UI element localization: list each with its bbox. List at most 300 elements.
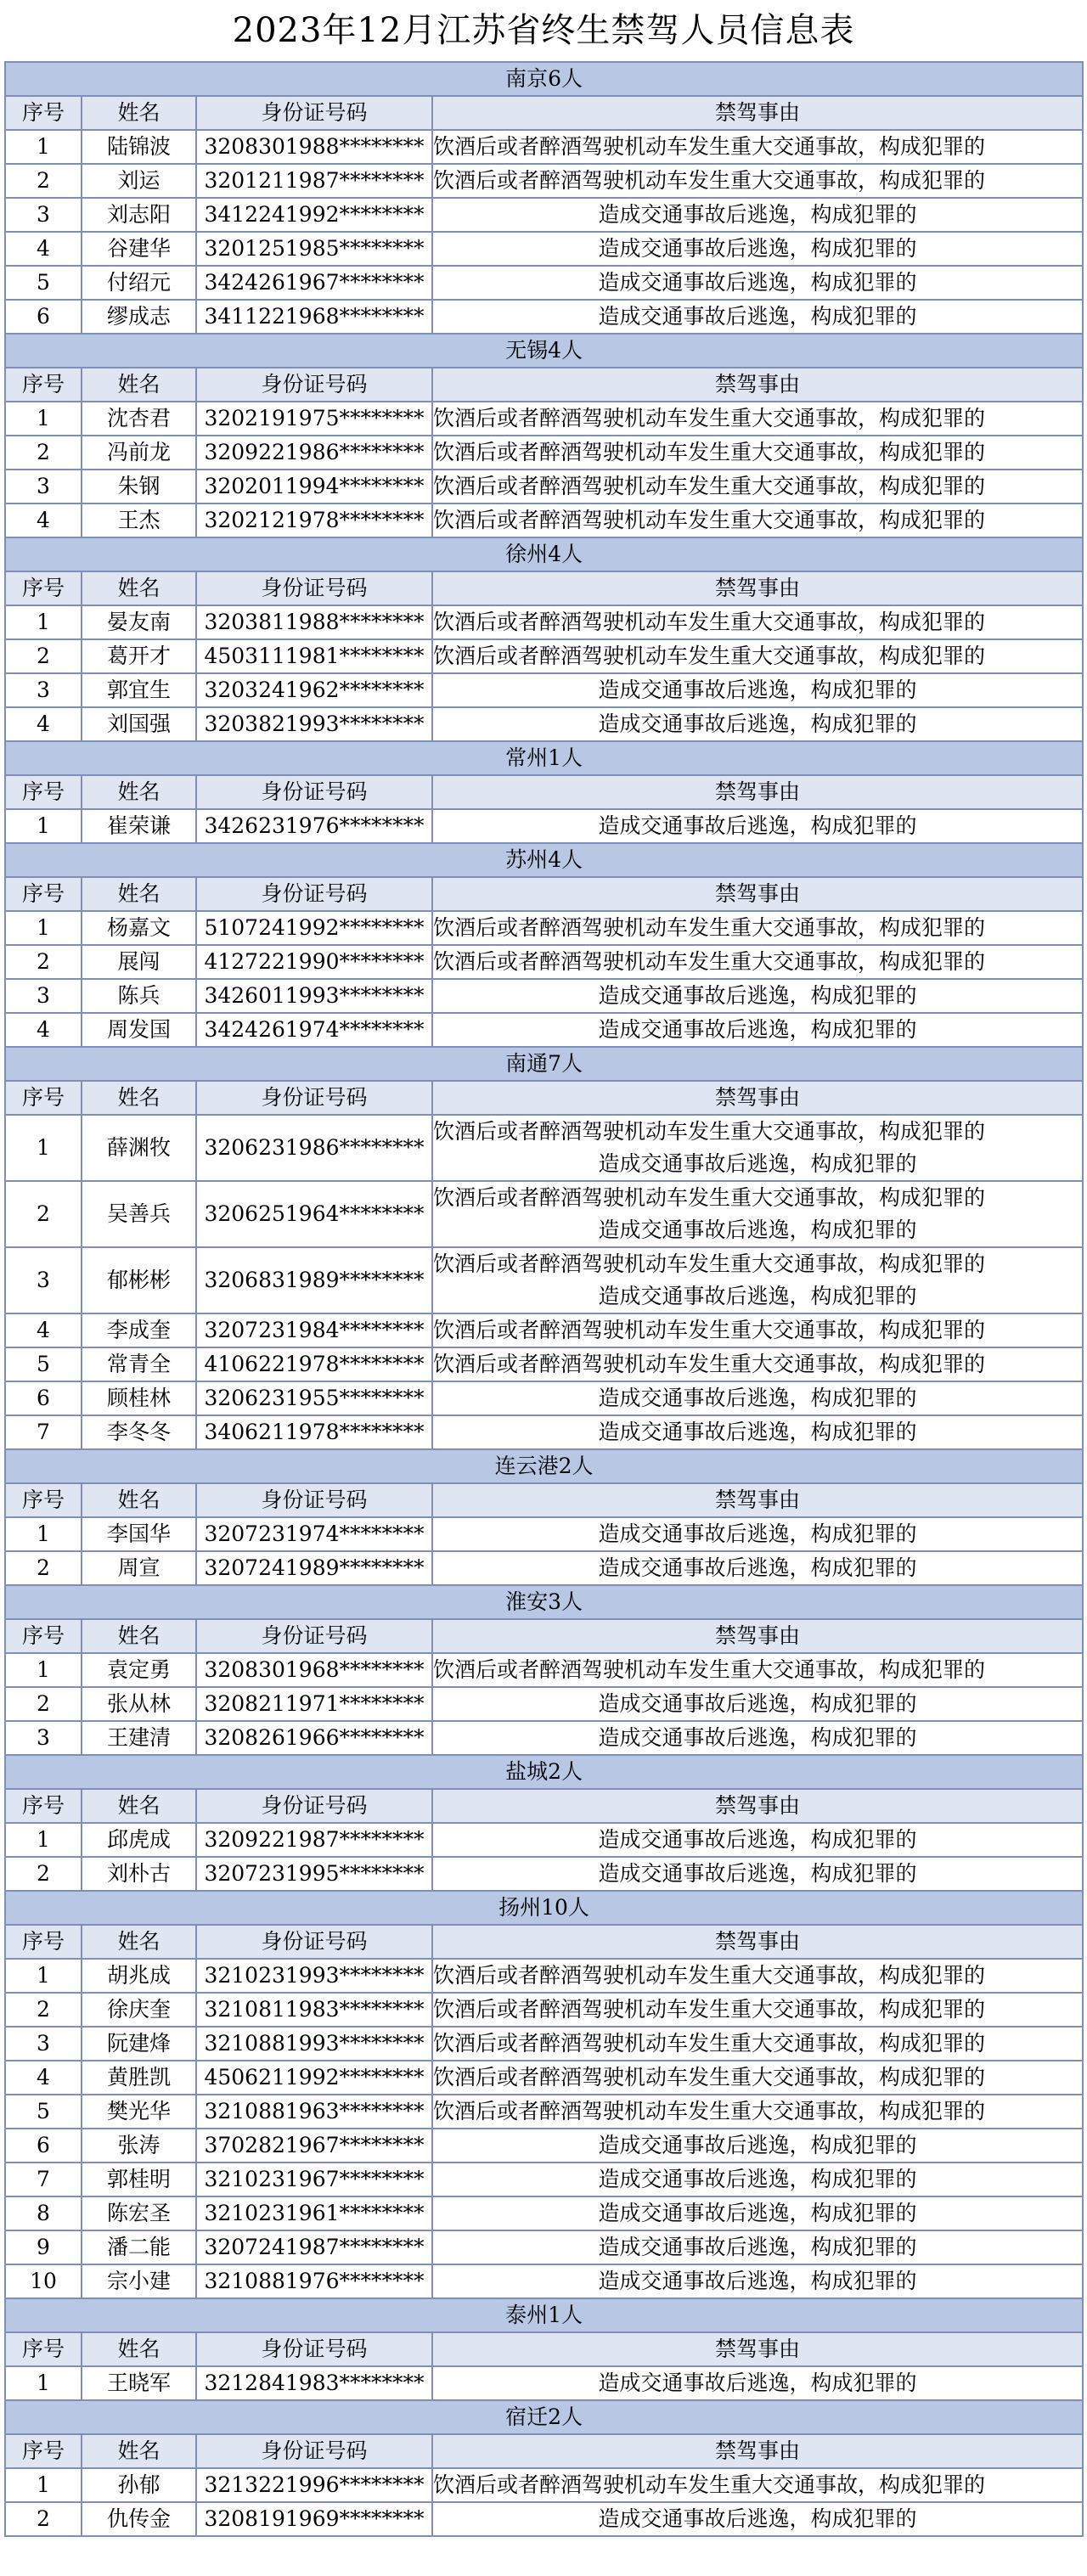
row-no: 4 (5, 1013, 82, 1047)
row-name: 谷建华 (82, 232, 196, 266)
row-id: 3206231986******** (196, 1115, 432, 1181)
row-reason (432, 673, 1083, 707)
row-name: 周发国 (82, 1013, 196, 1047)
row-no: 1 (5, 402, 82, 436)
city-title: 南通7人 (5, 1047, 1083, 1081)
row-reason (432, 436, 1083, 470)
header-reason: 禁驾事由 (432, 96, 1083, 130)
row-reason (432, 2468, 1083, 2502)
row-reason (432, 164, 1083, 198)
header-id: 身份证号码 (196, 368, 432, 402)
table-row (5, 1653, 1083, 1687)
city-title: 连云港2人 (5, 1449, 1083, 1483)
city-section-header (5, 1891, 1083, 1925)
city-section-header (5, 2400, 1083, 2434)
city-title: 宿迁2人 (5, 2400, 1083, 2434)
table-row (5, 1381, 1083, 1415)
row-no: 3 (5, 1721, 82, 1755)
row-name: 冯前龙 (82, 436, 196, 470)
row-no: 2 (5, 436, 82, 470)
row-reason (432, 1551, 1083, 1585)
row-reason (432, 1993, 1083, 2027)
reason-line: 造成交通事故后逃逸，构成犯罪的 (598, 2269, 917, 2293)
row-no: 2 (5, 1181, 82, 1247)
column-header-row (5, 2332, 1083, 2366)
row-no: 5 (5, 2095, 82, 2129)
header-id: 身份证号码 (196, 1483, 432, 1517)
row-no: 4 (5, 1313, 82, 1347)
row-name: 顾桂林 (82, 1381, 196, 1415)
table-row (5, 1415, 1083, 1449)
row-id: 3210881976******** (196, 2264, 432, 2298)
column-header-row (5, 1925, 1083, 1959)
row-reason (432, 1857, 1083, 1891)
row-reason (432, 1517, 1083, 1551)
header-reason: 禁驾事由 (432, 1789, 1083, 1823)
row-no: 6 (5, 1381, 82, 1415)
row-no: 3 (5, 2027, 82, 2061)
reason-line: 饮酒后或者醉酒驾驶机动车发生重大交通事故，构成犯罪的 (433, 949, 986, 974)
row-reason (432, 945, 1083, 979)
reason-line: 造成交通事故后逃逸，构成犯罪的 (598, 2133, 917, 2157)
table-row (5, 2230, 1083, 2264)
header-id: 身份证号码 (196, 571, 432, 605)
row-id: 3208261966******** (196, 1721, 432, 1755)
header-no: 序号 (5, 1925, 82, 1959)
column-header-row (5, 775, 1083, 809)
reason-line: 饮酒后或者醉酒驾驶机动车发生重大交通事故，构成犯罪的 (433, 1997, 986, 2022)
row-reason (432, 1721, 1083, 1755)
row-no: 2 (5, 1687, 82, 1721)
row-reason (432, 266, 1083, 300)
row-name: 李国华 (82, 1517, 196, 1551)
row-name: 展闯 (82, 945, 196, 979)
reason-line: 造成交通事故后逃逸，构成犯罪的 (598, 2167, 917, 2191)
reason-line: 造成交通事故后逃逸，构成犯罪的 (598, 983, 917, 1008)
table-row (5, 673, 1083, 707)
reason-line: 造成交通事故后逃逸，构成犯罪的 (598, 678, 917, 702)
row-name: 潘二能 (82, 2230, 196, 2264)
table-row (5, 402, 1083, 436)
column-header-row (5, 96, 1083, 130)
ban-table (4, 61, 1084, 2537)
table-row (5, 707, 1083, 741)
column-header-row (5, 1483, 1083, 1517)
header-reason: 禁驾事由 (432, 2434, 1083, 2468)
row-reason (432, 1013, 1083, 1047)
reason-line: 造成交通事故后逃逸，构成犯罪的 (598, 236, 917, 261)
table-row (5, 164, 1083, 198)
row-no: 5 (5, 1347, 82, 1381)
reason-line: 饮酒后或者醉酒驾驶机动车发生重大交通事故，构成犯罪的 (433, 1352, 986, 1376)
row-reason (432, 911, 1083, 945)
row-reason (432, 639, 1083, 673)
row-id: 3208301968******** (196, 1653, 432, 1687)
row-reason (432, 232, 1083, 266)
table-row (5, 1687, 1083, 1721)
row-name: 刘志阳 (82, 198, 196, 232)
table-row (5, 809, 1083, 843)
table-row (5, 639, 1083, 673)
header-id: 身份证号码 (196, 1789, 432, 1823)
row-name: 杨嘉文 (82, 911, 196, 945)
reason-line: 造成交通事故后逃逸，构成犯罪的 (598, 1218, 917, 1242)
table-row (5, 1013, 1083, 1047)
city-title: 常州1人 (5, 741, 1083, 775)
reason-line: 造成交通事故后逃逸，构成犯罪的 (598, 1420, 917, 1444)
row-id: 3201251985******** (196, 232, 432, 266)
row-no: 4 (5, 232, 82, 266)
reason-line: 造成交通事故后逃逸，构成犯罪的 (598, 1521, 917, 1546)
city-title: 盐城2人 (5, 1755, 1083, 1789)
row-no: 9 (5, 2230, 82, 2264)
row-no: 7 (5, 1415, 82, 1449)
header-reason: 禁驾事由 (432, 1619, 1083, 1653)
reason-line: 饮酒后或者醉酒驾驶机动车发生重大交通事故，构成犯罪的 (433, 2065, 986, 2089)
city-section-header (5, 1755, 1083, 1789)
row-name: 陈宏圣 (82, 2196, 196, 2230)
row-name: 王建清 (82, 1721, 196, 1755)
table-row (5, 1823, 1083, 1857)
row-id: 4506211992******** (196, 2061, 432, 2095)
row-id: 3206831989******** (196, 1247, 432, 1313)
row-id: 3208191969******** (196, 2502, 432, 2536)
row-no: 2 (5, 1551, 82, 1585)
column-header-row (5, 368, 1083, 402)
table-row (5, 1993, 1083, 2027)
row-name: 付绍元 (82, 266, 196, 300)
header-id: 身份证号码 (196, 2332, 432, 2366)
row-name: 薛渊牧 (82, 1115, 196, 1181)
header-name: 姓名 (82, 2434, 196, 2468)
table-row (5, 945, 1083, 979)
row-id: 3201211987******** (196, 164, 432, 198)
row-name: 周宣 (82, 1551, 196, 1585)
row-no: 1 (5, 1115, 82, 1181)
row-reason (432, 707, 1083, 741)
row-id: 3424261967******** (196, 266, 432, 300)
row-id: 3412241992******** (196, 198, 432, 232)
header-id: 身份证号码 (196, 1081, 432, 1115)
row-id: 3202121978******** (196, 503, 432, 537)
table-row (5, 979, 1083, 1013)
table-row (5, 911, 1083, 945)
table-row (5, 2163, 1083, 2196)
row-no: 6 (5, 2129, 82, 2163)
reason-line: 造成交通事故后逃逸，构成犯罪的 (598, 2235, 917, 2259)
row-id: 3203241962******** (196, 673, 432, 707)
row-id: 3209221987******** (196, 1823, 432, 1857)
table-row (5, 130, 1083, 164)
row-reason (432, 2264, 1083, 2298)
row-name: 袁定勇 (82, 1653, 196, 1687)
row-name: 常青全 (82, 1347, 196, 1381)
row-id: 3208301988******** (196, 130, 432, 164)
row-id: 5107241992******** (196, 911, 432, 945)
row-id: 3210881993******** (196, 2027, 432, 2061)
row-reason (432, 1415, 1083, 1449)
header-no: 序号 (5, 2332, 82, 2366)
row-name: 葛开才 (82, 639, 196, 673)
reason-line: 饮酒后或者醉酒驾驶机动车发生重大交通事故，构成犯罪的 (433, 610, 986, 634)
reason-line: 造成交通事故后逃逸，构成犯罪的 (598, 711, 917, 736)
row-name: 仇传金 (82, 2502, 196, 2536)
reason-line: 造成交通事故后逃逸，构成犯罪的 (598, 2371, 917, 2395)
table-row (5, 232, 1083, 266)
row-no: 3 (5, 470, 82, 503)
reason-line: 造成交通事故后逃逸，构成犯罪的 (598, 813, 917, 838)
row-no: 7 (5, 2163, 82, 2196)
row-reason (432, 470, 1083, 503)
row-name: 孙郁 (82, 2468, 196, 2502)
row-reason (432, 2163, 1083, 2196)
reason-line: 饮酒后或者醉酒驾驶机动车发生重大交通事故，构成犯罪的 (433, 1963, 986, 1988)
row-reason (432, 198, 1083, 232)
reason-line: 饮酒后或者醉酒驾驶机动车发生重大交通事故，构成犯罪的 (433, 1657, 986, 1682)
reason-line: 造成交通事故后逃逸，构成犯罪的 (598, 1861, 917, 1886)
row-name: 陆锦波 (82, 130, 196, 164)
row-no: 1 (5, 1517, 82, 1551)
table-row (5, 436, 1083, 470)
city-section-header (5, 1585, 1083, 1619)
row-reason (432, 1687, 1083, 1721)
city-title: 扬州10人 (5, 1891, 1083, 1925)
header-name: 姓名 (82, 1483, 196, 1517)
row-no: 2 (5, 1993, 82, 2027)
header-no: 序号 (5, 2434, 82, 2468)
row-id: 3213221996******** (196, 2468, 432, 2502)
row-reason (432, 2196, 1083, 2230)
header-reason: 禁驾事由 (432, 1081, 1083, 1115)
header-id: 身份证号码 (196, 1925, 432, 1959)
row-name: 陈兵 (82, 979, 196, 1013)
reason-line: 饮酒后或者醉酒驾驶机动车发生重大交通事故，构成犯罪的 (433, 1185, 986, 1210)
header-name: 姓名 (82, 877, 196, 911)
reason-line: 造成交通事故后逃逸，构成犯罪的 (598, 1691, 917, 1716)
row-name: 李成奎 (82, 1313, 196, 1347)
table-row (5, 1959, 1083, 1993)
reason-line: 饮酒后或者醉酒驾驶机动车发生重大交通事故，构成犯罪的 (433, 168, 986, 193)
row-no: 1 (5, 2366, 82, 2400)
column-header-row (5, 2434, 1083, 2468)
row-name: 朱钢 (82, 470, 196, 503)
row-id: 4503111981******** (196, 639, 432, 673)
row-no: 3 (5, 673, 82, 707)
row-id: 3203811988******** (196, 605, 432, 639)
header-name: 姓名 (82, 1925, 196, 1959)
row-reason (432, 402, 1083, 436)
row-id: 3202191975******** (196, 402, 432, 436)
header-id: 身份证号码 (196, 775, 432, 809)
row-name: 郭宜生 (82, 673, 196, 707)
row-name: 李冬冬 (82, 1415, 196, 1449)
row-no: 1 (5, 2468, 82, 2502)
reason-line: 饮酒后或者醉酒驾驶机动车发生重大交通事故，构成犯罪的 (433, 644, 986, 668)
row-reason (432, 300, 1083, 334)
header-reason: 禁驾事由 (432, 368, 1083, 402)
row-no: 10 (5, 2264, 82, 2298)
reason-line: 造成交通事故后逃逸，构成犯罪的 (598, 304, 917, 329)
row-name: 邱虎成 (82, 1823, 196, 1857)
reason-line: 造成交通事故后逃逸，构成犯罪的 (598, 2201, 917, 2225)
row-id: 3210231967******** (196, 2163, 432, 2196)
header-id: 身份证号码 (196, 2434, 432, 2468)
reason-line: 饮酒后或者醉酒驾驶机动车发生重大交通事故，构成犯罪的 (433, 915, 986, 940)
ban-table-body (5, 62, 1083, 2536)
header-name: 姓名 (82, 571, 196, 605)
row-no: 1 (5, 1959, 82, 1993)
reason-line: 造成交通事故后逃逸，构成犯罪的 (598, 2506, 917, 2531)
row-reason (432, 1347, 1083, 1381)
table-row (5, 1181, 1083, 1247)
table-row (5, 1115, 1083, 1181)
reason-line: 饮酒后或者醉酒驾驶机动车发生重大交通事故，构成犯罪的 (433, 1318, 986, 1342)
header-name: 姓名 (82, 1619, 196, 1653)
row-no: 1 (5, 911, 82, 945)
row-name: 张从林 (82, 1687, 196, 1721)
city-section-header (5, 537, 1083, 571)
reason-line: 饮酒后或者醉酒驾驶机动车发生重大交通事故，构成犯罪的 (433, 2031, 986, 2056)
table-row (5, 2061, 1083, 2095)
row-no: 5 (5, 266, 82, 300)
table-row (5, 198, 1083, 232)
header-no: 序号 (5, 1619, 82, 1653)
row-name: 王晓军 (82, 2366, 196, 2400)
column-header-row (5, 571, 1083, 605)
column-header-row (5, 1789, 1083, 1823)
row-name: 崔荣谦 (82, 809, 196, 843)
row-no: 2 (5, 2502, 82, 2536)
table-row (5, 2196, 1083, 2230)
city-section-header (5, 1047, 1083, 1081)
row-name: 吴善兵 (82, 1181, 196, 1247)
row-no: 2 (5, 945, 82, 979)
row-reason (432, 2061, 1083, 2095)
reason-line: 造成交通事故后逃逸，构成犯罪的 (598, 202, 917, 227)
row-name: 缪成志 (82, 300, 196, 334)
column-header-row (5, 877, 1083, 911)
header-reason: 禁驾事由 (432, 877, 1083, 911)
header-no: 序号 (5, 1081, 82, 1115)
reason-line: 饮酒后或者醉酒驾驶机动车发生重大交通事故，构成犯罪的 (433, 474, 986, 498)
row-name: 郭桂明 (82, 2163, 196, 2196)
page-title: 2023年12月江苏省终生禁驾人员信息表 (232, 11, 855, 50)
city-section-header (5, 62, 1083, 96)
row-id: 3210231993******** (196, 1959, 432, 1993)
row-name: 沈杏君 (82, 402, 196, 436)
row-id: 3210231961******** (196, 2196, 432, 2230)
row-no: 2 (5, 1857, 82, 1891)
table-row (5, 470, 1083, 503)
city-section-header (5, 1449, 1083, 1483)
header-no: 序号 (5, 775, 82, 809)
reason-line: 造成交通事故后逃逸，构成犯罪的 (598, 1386, 917, 1410)
row-name: 徐庆奎 (82, 1993, 196, 2027)
row-id: 3207241987******** (196, 2230, 432, 2264)
reason-line: 饮酒后或者醉酒驾驶机动车发生重大交通事故，构成犯罪的 (433, 1251, 986, 1276)
row-no: 2 (5, 164, 82, 198)
row-reason (432, 2027, 1083, 2061)
reason-line: 造成交通事故后逃逸，构成犯罪的 (598, 1827, 917, 1852)
city-section-header (5, 843, 1083, 877)
table-row (5, 1247, 1083, 1313)
header-no: 序号 (5, 96, 82, 130)
table-row (5, 1551, 1083, 1585)
row-id: 3207231974******** (196, 1517, 432, 1551)
table-row (5, 2468, 1083, 2502)
row-no: 1 (5, 130, 82, 164)
city-section-header (5, 2298, 1083, 2332)
row-no: 6 (5, 300, 82, 334)
row-id: 3424261974******** (196, 1013, 432, 1047)
row-id: 3426011993******** (196, 979, 432, 1013)
header-reason: 禁驾事由 (432, 1483, 1083, 1517)
row-name: 刘朴古 (82, 1857, 196, 1891)
row-id: 3212841983******** (196, 2366, 432, 2400)
table-row (5, 266, 1083, 300)
table-row (5, 2366, 1083, 2400)
city-section-header (5, 741, 1083, 775)
row-id: 4106221978******** (196, 1347, 432, 1381)
header-no: 序号 (5, 368, 82, 402)
row-reason (432, 130, 1083, 164)
row-id: 3210881963******** (196, 2095, 432, 2129)
reason-line: 造成交通事故后逃逸，构成犯罪的 (598, 1555, 917, 1580)
city-title: 淮安3人 (5, 1585, 1083, 1619)
row-no: 4 (5, 2061, 82, 2095)
table-row (5, 1857, 1083, 1891)
reason-line: 饮酒后或者醉酒驾驶机动车发生重大交通事故，构成犯罪的 (433, 508, 986, 532)
header-no: 序号 (5, 571, 82, 605)
row-reason (432, 1115, 1083, 1181)
table-row (5, 2264, 1083, 2298)
row-id: 3207231984******** (196, 1313, 432, 1347)
reason-line: 饮酒后或者醉酒驾驶机动车发生重大交通事故，构成犯罪的 (433, 406, 986, 430)
row-id: 3209221986******** (196, 436, 432, 470)
row-no: 1 (5, 809, 82, 843)
row-reason (432, 503, 1083, 537)
row-id: 3206231955******** (196, 1381, 432, 1415)
reason-line: 造成交通事故后逃逸，构成犯罪的 (598, 1151, 917, 1176)
reason-line: 饮酒后或者醉酒驾驶机动车发生重大交通事故，构成犯罪的 (433, 2472, 986, 2497)
header-no: 序号 (5, 877, 82, 911)
city-title: 苏州4人 (5, 843, 1083, 877)
row-reason (432, 2129, 1083, 2163)
city-title: 无锡4人 (5, 334, 1083, 368)
row-name: 王杰 (82, 503, 196, 537)
row-no: 1 (5, 605, 82, 639)
row-name: 郁彬彬 (82, 1247, 196, 1313)
row-name: 胡兆成 (82, 1959, 196, 1993)
row-no: 2 (5, 639, 82, 673)
reason-line: 造成交通事故后逃逸，构成犯罪的 (598, 1017, 917, 1042)
header-name: 姓名 (82, 368, 196, 402)
row-reason (432, 1823, 1083, 1857)
row-reason (432, 1313, 1083, 1347)
header-id: 身份证号码 (196, 1619, 432, 1653)
reason-line: 饮酒后或者醉酒驾驶机动车发生重大交通事故，构成犯罪的 (433, 134, 986, 159)
row-reason (432, 2366, 1083, 2400)
header-id: 身份证号码 (196, 877, 432, 911)
row-reason (432, 1247, 1083, 1313)
row-reason (432, 809, 1083, 843)
row-name: 樊光华 (82, 2095, 196, 2129)
row-reason (432, 2095, 1083, 2129)
header-reason: 禁驾事由 (432, 2332, 1083, 2366)
row-id: 3702821967******** (196, 2129, 432, 2163)
column-header-row (5, 1081, 1083, 1115)
table-row (5, 2095, 1083, 2129)
